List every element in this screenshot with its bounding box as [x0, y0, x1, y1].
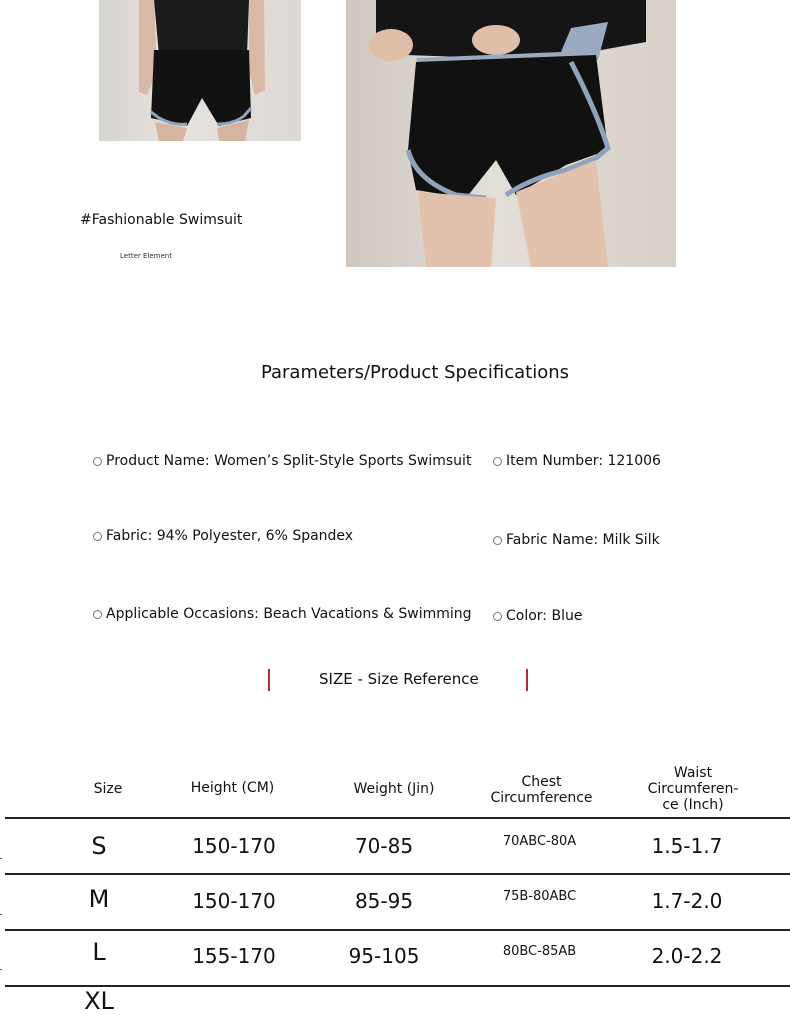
spec-text: Fabric: 94% Polyester, 6% Spandex [106, 528, 354, 544]
hero-subcaption: Letter Element [120, 252, 172, 260]
spec-text: Product Name: Women’s Split-Style Sports Swimsuit [106, 453, 472, 469]
column-header-height: Height (CM) [190, 780, 275, 796]
bullet-icon [93, 532, 102, 541]
table-cell-chest: 75B-80ABC [502, 889, 577, 904]
table-cell-waist: 1.5-1.7 [651, 834, 723, 858]
column-header-size: Size [93, 781, 123, 797]
table-cell-weight: 70-85 [354, 834, 414, 858]
spec-fabric-name [493, 532, 660, 548]
spec-occasions [93, 606, 472, 622]
table-cell-waist: 1.7-2.0 [651, 889, 723, 913]
column-header-weight: Weight (Jin) [353, 781, 435, 797]
heading-accent-bar-right [526, 669, 528, 691]
table-cell-height: 155-170 [192, 944, 276, 968]
table-cell-height: 150-170 [192, 834, 276, 858]
table-cell-height: 150-170 [192, 889, 276, 913]
table-divider [5, 873, 790, 875]
table-cell-weight: 85-95 [354, 889, 414, 913]
hero-caption: #Fashionable Swimsuit [80, 212, 243, 228]
table-cell-waist: 2.0-2.2 [651, 944, 723, 968]
bullet-icon [493, 536, 502, 545]
spec-text: Color: Blue [506, 608, 583, 624]
table-cell-chest: 80BC-85AB [502, 944, 577, 959]
spec-text: Applicable Occasions: Beach Vacations & Swimming [106, 606, 472, 622]
table-cell-weight: 95-105 [348, 944, 420, 968]
row-marker [0, 914, 2, 915]
product-photo-front [346, 0, 676, 267]
table-divider [5, 817, 790, 819]
column-header-waist: Waist Circumferen- ce (Inch) [647, 765, 739, 813]
table-cell-size: S [91, 832, 107, 860]
row-marker [0, 858, 2, 859]
spec-title: Parameters/Product Specifications [260, 362, 570, 383]
table-cell-chest: 70ABC-80A [502, 834, 577, 849]
spec-product-name [93, 453, 471, 469]
table-cell-size: L [92, 938, 106, 966]
bullet-icon [93, 610, 102, 619]
bullet-icon [493, 457, 502, 466]
row-marker [0, 969, 2, 970]
spec-text: Item Number: 121006 [506, 453, 661, 469]
spec-text: Fabric Name: Milk Silk [506, 532, 660, 548]
bullet-icon [93, 457, 102, 466]
table-divider [5, 929, 790, 931]
bullet-icon [493, 612, 502, 621]
column-header-chest: Chest Circumference [490, 774, 593, 806]
spec-item-number [493, 453, 661, 469]
product-photo-back [99, 0, 301, 141]
spec-color [493, 608, 582, 624]
size-heading: SIZE - Size Reference [319, 670, 479, 688]
heading-accent-bar-left [268, 669, 270, 691]
spec-fabric [93, 528, 353, 544]
table-cell-size: XL [84, 987, 114, 1015]
table-cell-size: M [88, 885, 110, 913]
